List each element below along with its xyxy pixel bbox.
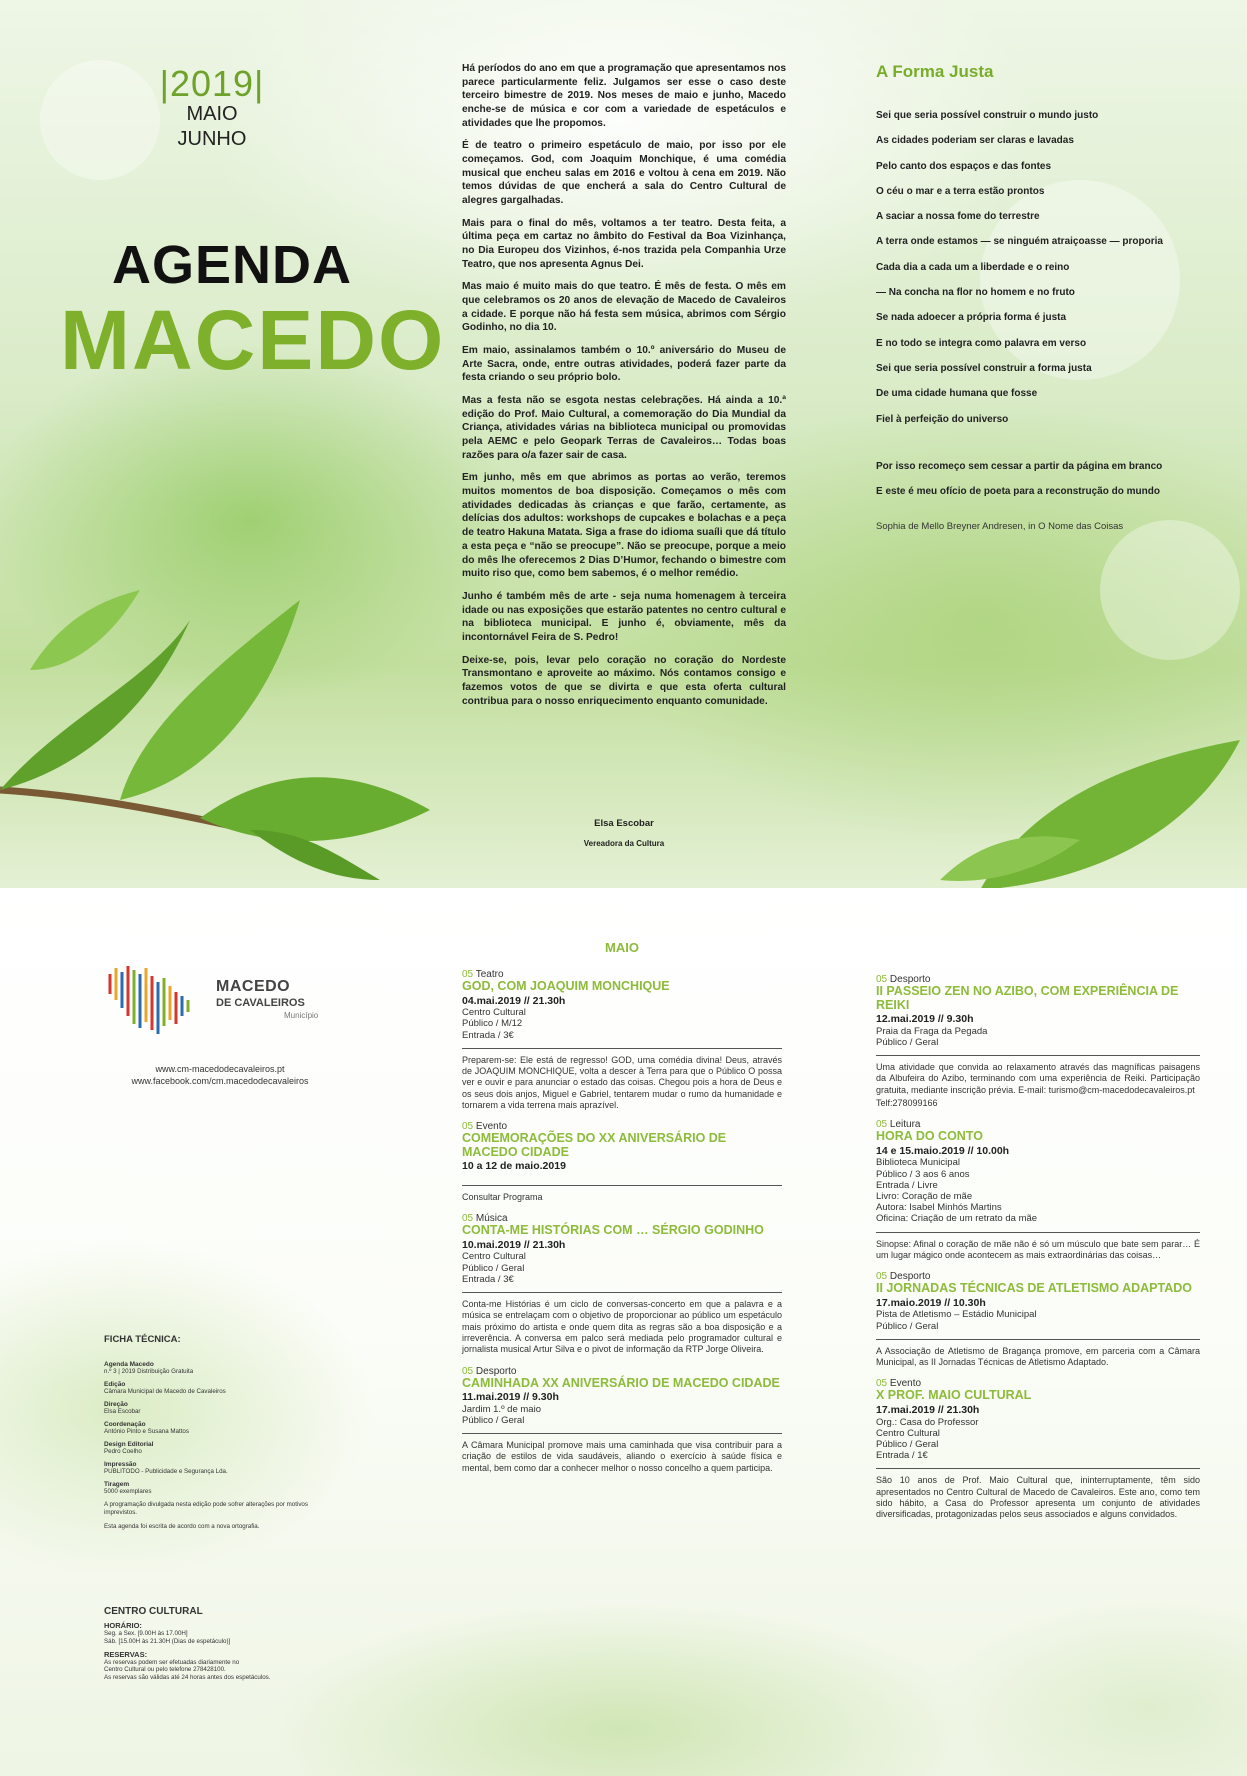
event-detail: Autora: Isabel Minhós Martins [876, 1202, 1002, 1214]
schedule-text [104, 1630, 324, 1646]
sheet-key: Tiragem [104, 1481, 130, 1488]
sheet-value: Câmara Municipal de Macedo de Cavaleiros [104, 1388, 226, 1395]
divider [876, 1468, 1200, 1469]
sheet-value: PUBLITODO - Publicidade e Segurança Lda. [104, 1468, 228, 1475]
editorial-paragraph: Em maio, assinalamos também o 10.º aniversário do Museu de Arte Sacra, onde, entre outras atividades, poderá fazer parte da festa criando o seu próprio bolo. [462, 345, 786, 384]
macedo-map-logo-icon [106, 964, 210, 1038]
event-date: 14 e 15.maio.2019 // 10.00h [876, 1144, 1010, 1157]
event-card [462, 1213, 782, 1355]
event-title: X PROF. MAIO CULTURAL [876, 1388, 1032, 1403]
event-type: Evento [475, 1121, 508, 1133]
event-type: Desporto [889, 1271, 931, 1283]
divider [462, 1048, 782, 1049]
sheet-value: Pedro Coelho [104, 1448, 142, 1455]
editorial-paragraph: Mas maio é muito mais do que teatro. É mês de festa. O mês em que celebramos os 20 anos de elevação de Macedo de Cavaleiros a cidade. E porque não há festa sem música, abrimos com Sérgio Godinho, no dia 10. [462, 281, 786, 334]
poem-line: De uma cidade humana que fosse [876, 388, 1038, 400]
reservations-text [104, 1659, 324, 1682]
month-heading: MAIO [605, 940, 639, 955]
event-day: 05 [462, 1213, 474, 1225]
event-type: Teatro [475, 969, 504, 980]
divider [462, 1185, 782, 1186]
website-link[interactable]: www.cm-macedodecavaleiros.pt [155, 1064, 285, 1074]
event-day: 05 [876, 1271, 888, 1283]
event-card [462, 1366, 782, 1474]
schedule-line: Sáb. [15.00H às 21.30H (Dias de espetáculo)] [104, 1637, 231, 1645]
event-detail: Público / M/12 [462, 1018, 523, 1030]
event-detail: Público / Geral [462, 1414, 525, 1426]
sheet-value: Elsa Escobar [104, 1408, 141, 1415]
event-detail: Público / Geral [876, 1438, 939, 1450]
event-description: São 10 anos de Prof. Maio Cultural que, ininterruptamente, têm sido apresentados no Centro Cultural de Macedo de Cavaleiros. Este ano, como tem sido hábito, a Casa do Professor apresenta um conjunto de atividades diversificadas, protagonizadas pelos seus associados e alguns convidados. [876, 1475, 1200, 1520]
event-phone: Telf:278099166 [876, 1097, 938, 1108]
poem-line: E este é meu ofício de poeta para a reconstrução do mundo [876, 486, 1160, 498]
editorial-paragraph: Deixe-se, pois, levar pelo coração no coração do Nordeste Transmontano e aproveite ao máximo. Nós contamos consigo e fazemos votos de que se divirta e que esta oferta cultural contribua para o nosso enriquecimento enquanto comunidade. [462, 654, 786, 707]
event-date: 11.mai.2019 // 9.30h [462, 1391, 559, 1404]
municipality-logo [106, 964, 319, 1038]
event-card [876, 1271, 1200, 1368]
edition-date [150, 63, 274, 152]
event-detail: Entrada / Livre [876, 1179, 938, 1191]
event-day: 05 [462, 1121, 474, 1133]
bokeh-light [1100, 520, 1240, 660]
event-day: 05 [462, 969, 474, 980]
event-date: 04.mai.2019 // 21.30h [462, 994, 566, 1007]
schedule-line: Seg. a Sex. [9.00H às 17.00H] [104, 1630, 188, 1637]
editorial-paragraph: Mas a festa não se esgota nestas celebrações. Há ainda a 10.ª edição do Prof. Maio Cultural, a comemoração do Dia Mundial da Criança, atividades várias na biblioteca municipal ou promovidas pela AEMC e pelo Geopark Terras de Cavaleiros… Todas boas razões para o/a fazer sair de casa. [462, 395, 786, 461]
event-title: COMEMORAÇÕES DO XX ANIVERSÁRIO DE MACEDO CIDADE [462, 1131, 727, 1159]
divider [876, 1232, 1200, 1233]
poem-line: Fiel à perfeição do universo [876, 413, 1009, 425]
reservations-label: RESERVAS: [104, 1649, 148, 1659]
sheet-note: Esta agenda foi escrita de acordo com a nova ortografia. [104, 1523, 260, 1531]
sheet-key: Design Editorial [104, 1441, 154, 1448]
event-description: Conta-me Histórias é um ciclo de conversas-concerto em que a palavra e a música se entrelaçam com o objetivo de proporcionar ao público um espetáculo mais próximo do artista e onde quem dita as regras são a boa disposição e a irreverência. A conversa em palco será mediada pelo programador cultural e jornalista musical Artur Silva e o pivot de informação da RTP Jorge Oliveira. [462, 1298, 782, 1355]
event-date: 12.mai.2019 // 9.30h [876, 1013, 974, 1025]
poem-line: Sei que seria possível construir o mundo justo [876, 110, 1099, 121]
event-title: GOD, COM JOAQUIM MONCHIQUE [462, 979, 670, 993]
event-detail: Pista de Atletismo – Estádio Municipal [876, 1309, 1037, 1321]
event-detail: Org.: Casa do Professor [876, 1416, 979, 1428]
event-type: Desporto [889, 974, 931, 985]
event-detail: Público / Geral [876, 1320, 939, 1332]
cultural-centre-info [104, 1606, 324, 1686]
events-column-middle [462, 940, 782, 1484]
poem-line: Se nada adoecer a própria forma é justa [876, 312, 1067, 324]
event-description: Consultar Programa [462, 1191, 543, 1202]
event-type: Música [475, 1213, 508, 1225]
event-title: II JORNADAS TÉCNICAS DE ATLETISMO ADAPTADO [876, 1281, 1192, 1296]
event-card [462, 969, 782, 1111]
sheet-key: Coordenação [104, 1421, 146, 1428]
sheet-note: A programação divulgada nesta edição pode sofrer alterações por motivos imprevistos. [104, 1501, 308, 1517]
logo-name: MACEDO [216, 978, 291, 995]
event-detail: Jardim 1.º de maio [462, 1403, 541, 1415]
event-card [462, 1121, 782, 1203]
event-detail: Centro Cultural [462, 1251, 526, 1263]
event-card [876, 1119, 1200, 1261]
poem-line: A terra onde estamos — se ninguém atraiçoasse — proporia [876, 236, 1163, 248]
signature-name: Elsa Escobar [594, 818, 654, 829]
event-detail: Praia da Fraga da Pegada [876, 1025, 988, 1037]
poem [876, 62, 1216, 532]
reservations-line: As reservas são válidas até 24 horas antes dos espetáculos. [104, 1674, 271, 1681]
program-panel [0, 888, 1247, 1776]
event-card [876, 1378, 1200, 1520]
logo-municipio: Município [284, 1011, 319, 1020]
event-card [876, 974, 1200, 1109]
event-description: Preparem-se: Ele está de regresso! GOD, uma comédia divina! Deus, através de JOAQUIM MONCHIQUE, volta a descer à Terra para que o Público O possa ver e ouvir e para anunciar o estado das coisas. Chegou pois a hora de Deus e os seus dois anjos, Miguel e Gabriel, tentarem mudar o rumo da humanidade e tornarem a vida terrena mais aprazível. [462, 1054, 782, 1111]
event-day: 05 [876, 1378, 888, 1390]
sheet-key: Edição [104, 1381, 126, 1388]
event-detail: Entrada / 3€ [462, 1029, 514, 1041]
technical-sheet-title: FICHA TÉCNICA: [104, 1334, 181, 1345]
poem-line: O céu o mar e a terra estão prontos [876, 185, 1045, 197]
event-type: Leitura [889, 1119, 921, 1131]
sheet-key: Direção [104, 1401, 128, 1408]
event-day: 05 [876, 974, 888, 985]
schedule-label: HORÁRIO: [104, 1621, 142, 1630]
event-detail: Centro Cultural [876, 1427, 940, 1439]
events-column-right [876, 974, 1200, 1531]
divider [876, 1339, 1200, 1340]
event-title: II PASSEIO ZEN NO AZIBO, COM EXPERIÊNCIA DE REIKI [876, 984, 1179, 1012]
title-macedo: MACEDO [60, 293, 446, 387]
event-date: 10.mai.2019 // 21.30h [462, 1238, 566, 1251]
technical-sheet [104, 1334, 324, 1537]
poem-line: As cidades poderiam ser claras e lavadas [876, 135, 1074, 147]
poem-line: E no todo se integra como palavra em verso [876, 337, 1087, 349]
event-type: Evento [889, 1378, 922, 1390]
event-detail: Livro: Coração de mãe [876, 1191, 973, 1203]
contact-links [100, 1064, 340, 1087]
divider [462, 1433, 782, 1434]
poem-title: A Forma Justa [876, 62, 994, 81]
sheet-key: Impressão [104, 1461, 137, 1468]
event-detail: Público / Geral [876, 1036, 939, 1048]
sheet-value: António Pinto e Susana Mattos [104, 1428, 189, 1435]
event-detail: Público / 3 aos 6 anos [876, 1168, 970, 1180]
event-title: CONTA-ME HISTÓRIAS COM … SÉRGIO GODINHO [462, 1223, 764, 1238]
event-title: HORA DO CONTO [876, 1129, 983, 1144]
event-type: Desporto [475, 1365, 517, 1377]
bokeh-light [40, 60, 160, 180]
leaves-illustration-right [940, 730, 1247, 888]
editorial-text [462, 62, 786, 717]
event-date: 17.maio.2019 // 10.30h [876, 1296, 986, 1309]
sheet-key: Agenda Macedo [104, 1361, 154, 1368]
poem-line: Sei que seria possível construir a forma justa [876, 362, 1092, 374]
event-title: CAMINHADA XX ANIVERSÁRIO DE MACEDO CIDADE [462, 1375, 780, 1390]
event-category [462, 1366, 782, 1377]
event-detail: Entrada / 1€ [876, 1450, 928, 1462]
event-date: 10 a 12 de maio.2019 [462, 1160, 566, 1173]
event-detail: Entrada / 3€ [462, 1273, 514, 1285]
editorial-paragraph: Em junho, mês em que abrimos as portas ao verão, teremos muitos momentos de boa disposição. Começamos o mês com atividades dedicadas às crianças e que farão, certamente, as delícias dos adultos: workshops de cupcakes e bolachas e a peça de teatro Hakuna Matata. Siga a frase do idioma suaíli que dá título a esta peça e “não se preocupe”. Não se preocupe, porque a meio do mês lhe oferecemos 2 Dias D’Humor, fechando o bimestre com muito riso que, como bem sabemos, é o melhor remédio. [462, 472, 786, 580]
event-detail: Biblioteca Municipal [876, 1157, 960, 1169]
editorial-paragraph: Há períodos do ano em que a programação que apresentamos nos parece particularmente feliz. Julgamos ser esse o caso deste terceiro bimestre de 2019. Nos meses de maio e junho, Macedo enche-se de música e cor com a variedade de espetáculos e atividades que lhe propomos. [462, 63, 786, 129]
editorial-paragraph: Mais para o final do mês, voltamos a ter teatro. Desta feita, a última peça em cartaz no âmbito do Festival da Boa Vizinhança, no Dia Europeu dos Vizinhos, é-nos trazida pela Companhia Urze Teatro, que nos apresenta Agnus Dei. [462, 217, 786, 270]
event-detail: Centro Cultural [462, 1007, 526, 1019]
reservations-line: As reservas podem ser efetuadas diariamente no [104, 1658, 240, 1666]
sheet-value: n.º 3 | 2019 Distribuição Gratuita [104, 1368, 194, 1375]
poem-line: A saciar a nossa fome do terrestre [876, 211, 1040, 223]
poem-stanza-break [876, 435, 1216, 457]
poem-credit: Sophia de Mello Breyner Andresen, in O Nome das Coisas [876, 521, 1124, 533]
cultural-centre-title: CENTRO CULTURAL [104, 1606, 203, 1617]
event-description: A Associação de Atletismo de Bragança promove, em parceria com a Câmara Municipal, as II Jornadas Técnicas de Atletismo Adaptado. [876, 1345, 1200, 1368]
divider [876, 1055, 1200, 1056]
signature-role: Vereadora da Cultura [583, 839, 665, 848]
editorial-paragraph: É de teatro o primeiro espetáculo de maio, por isso por ele começamos. God, com Joaquim Monchique, é uma comédia musical que encheu salas em 2016 e voltou à cena em 2019. Não temos dúvidas de que encherá a sala do Centro Cultural de alegres gargalhadas. [462, 140, 786, 207]
event-description: Sinopse: Afinal o coração de mãe não é só um músculo que bate sem parar… É um lugar mágico onde acontecem as mais extraordinárias das coisas… [876, 1238, 1200, 1260]
logo-subname: DE CAVALEIROS [216, 997, 305, 1009]
edition-year: |2019| [159, 63, 265, 104]
reservations-line: Centro Cultural ou pelo telefone 278428100. [104, 1666, 226, 1674]
poem-line: Pelo canto dos espaços e das fontes [876, 160, 1052, 172]
event-detail: Oficina: Criação de um retrato da mãe [876, 1213, 1038, 1225]
event-description: A Câmara Municipal promove mais uma caminhada que visa contribuir para a criação de estilos de vida saudáveis, aliando o exercício à saúde física e mental, bem como dar a conhecer melhor o nosso concelho a quem participa. [462, 1440, 782, 1473]
sheet-value: 5000 exemplares [104, 1488, 152, 1495]
divider [462, 1292, 782, 1293]
edition-month: JUNHO [177, 128, 247, 150]
event-date: 17.mai.2019 // 21.30h [876, 1403, 980, 1416]
poem-line: — Na concha na flor no homem e no fruto [876, 287, 1075, 299]
title-agenda: AGENDA [112, 235, 353, 295]
editorial-paragraph: Junho é também mês de arte - seja numa homenagem à terceira idade ou nas exposições que estarão patentes no centro cultural e na biblioteca municipal. E junho é, obviamente, mês da incontornável Feira de S. Pedro! [462, 590, 786, 643]
poem-line: Por isso recomeço sem cessar a partir da página em branco [876, 460, 1163, 472]
event-description: Uma atividade que convida ao relaxamento através das magníficas paisagens da Albufeira do Azibo, terminando com uma experiência de Reiki. Participação gratuita, mediante inscrição prévia. E-mail: turismo@cm-macedodecavaleiros.pt [876, 1062, 1200, 1095]
facebook-link[interactable]: www.facebook.com/cm.macedodecavaleiros [131, 1075, 309, 1086]
event-detail: Público / Geral [462, 1262, 525, 1274]
event-day: 05 [462, 1365, 474, 1377]
leaves-illustration-left [0, 560, 460, 888]
edition-month: MAIO [186, 103, 238, 125]
event-day: 05 [876, 1119, 888, 1131]
poem-line: Cada dia a cada um a liberdade e o reino [876, 261, 1070, 273]
